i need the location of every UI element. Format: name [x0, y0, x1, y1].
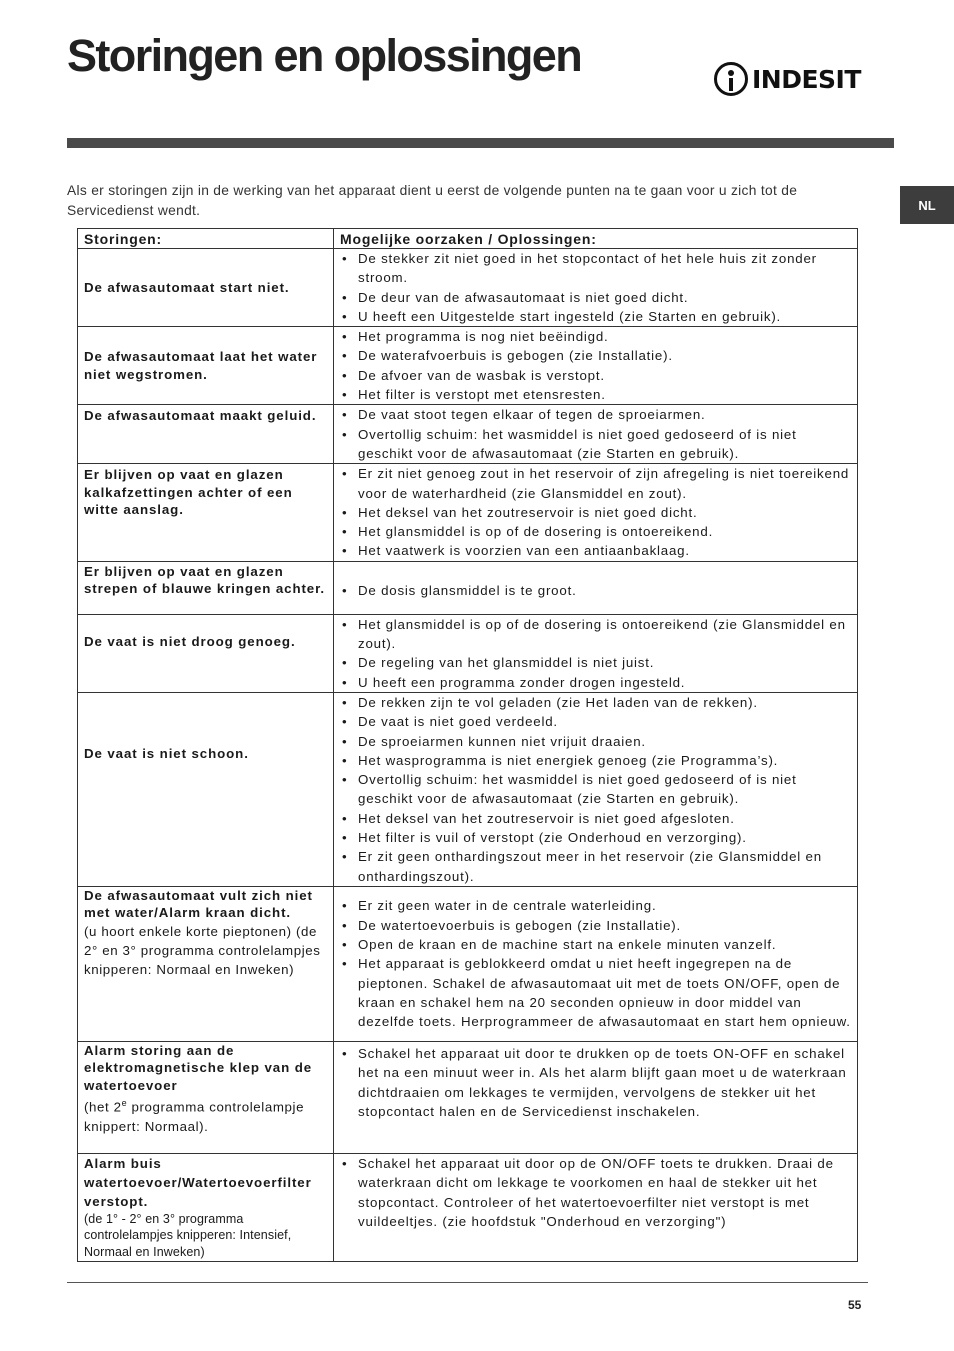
- table-row: [78, 614, 858, 692]
- solution-cell: [334, 1153, 858, 1261]
- solution-item: • U heeft een Uitgestelde start ingesteld (zie Starten en gebruik).: [340, 307, 851, 326]
- problem-cell: De afwasautomaat start niet.: [78, 249, 334, 327]
- problem-note: (het 2e programma controlelampje knippert: Normaal).: [84, 1098, 305, 1134]
- header-problems: Storingen:: [78, 229, 334, 249]
- footer-divider: [67, 1282, 868, 1283]
- table-header-row: [78, 229, 858, 249]
- problem-cell: Er blijven op vaat en glazen kalkafzettingen achter of een witte aanslag.: [78, 464, 334, 561]
- solution-item: • Open de kraan en de machine start na enkele minuten vanzelf.: [340, 935, 851, 954]
- solution-item: • U heeft een programma zonder drogen ingesteld.: [340, 673, 851, 692]
- solution-item: • Schakel het apparaat uit door te drukken op de toets ON-OFF en schakel het na een minuut weer in. Als het alarm blijft gaan moet u de waterkraan dichtdraaien om lekkages te vermijden, vervolgens de stekker uit het stopcontact halen en de Servicedienst inschakelen.: [340, 1044, 851, 1121]
- solution-cell: [334, 886, 858, 1041]
- page-number: 55: [848, 1298, 862, 1312]
- solution-item: • De waterafvoerbuis is gebogen (zie Installatie).: [340, 346, 851, 365]
- solution-item: • Het programma is nog niet beëindigd.: [340, 327, 851, 346]
- problem-cell: De vaat is niet schoon.: [78, 692, 334, 886]
- problem-cell: De afwasautomaat vult zich niet met water/Alarm kraan dicht. (u hoort enkele korte pieptonen) (de 2° en 3° programma controlelampjes knipperen: Normaal en Inweken): [78, 886, 334, 1041]
- table-row: [78, 561, 858, 614]
- problem-cell: De vaat is niet droog genoeg.: [78, 614, 334, 692]
- solution-item: • Er zit niet genoeg zout in het reservoir of zijn afregeling is niet toereikend voor de waterhardheid (zie Glansmiddel en zout).: [340, 464, 851, 503]
- header-solutions: Mogelijke oorzaken / Oplossingen:: [334, 229, 858, 249]
- table-row: [78, 249, 858, 327]
- solution-item: • De rekken zijn te vol geladen (zie Het laden van de rekken).: [340, 693, 851, 712]
- problem-cell: De afwasautomaat laat het water niet wegstromen.: [78, 327, 334, 405]
- solution-cell: [334, 561, 858, 614]
- table-row: [78, 886, 858, 1041]
- brand-logo: [714, 60, 861, 98]
- solution-item: • Het apparaat is geblokkeerd omdat u niet heeft ingegrepen na de pieptonen. Schakel de afwasautomaat uit met de toets ON/OFF, open de kraan en schakel hem na 20 seconden opnieuw in door middel van dezelfde toets. Herprogrammeer de afwasautomaat en start hem opnieuw.: [340, 954, 851, 1031]
- problem-cell: De afwasautomaat maakt geluid.: [78, 405, 334, 464]
- solution-item: • Schakel het apparaat uit door op de ON/OFF toets te drukken. Draai de waterkraan dicht om lekkage te voorkomen en haal de stekker uit het stopcontact. Controleer of het watertoevoerfilter niet verstopt is met vuildeeltjes. (zie hoofdstuk "Onderhoud en verzorging"): [340, 1154, 851, 1231]
- solution-item: • Het filter is vuil of verstopt (zie Onderhoud en verzorging).: [340, 828, 851, 847]
- solution-item: • De sproeiarmen kunnen niet vrijuit draaien.: [340, 732, 851, 751]
- brand-name: INDESIT: [752, 64, 861, 94]
- solution-item: • De stekker zit niet goed in het stopcontact of het hele huis zit zonder stroom.: [340, 249, 851, 288]
- solution-item: • De regeling van het glansmiddel is niet juist.: [340, 653, 851, 672]
- problem-cell: Er blijven op vaat en glazen strepen of blauwe kringen achter.: [78, 561, 334, 614]
- header-divider: [67, 138, 894, 148]
- solution-cell: [334, 464, 858, 561]
- solution-item: • Het deksel van het zoutreservoir is niet goed afgesloten.: [340, 809, 851, 828]
- page-title: Storingen en oplossingen: [67, 30, 582, 81]
- indesit-logo-icon: [714, 62, 748, 96]
- solution-item: • Het vaatwerk is voorzien van een antiaanbaklaag.: [340, 541, 851, 560]
- solution-cell: [334, 249, 858, 327]
- table-row: [78, 327, 858, 405]
- solution-cell: [334, 327, 858, 405]
- table-row: [78, 464, 858, 561]
- problem-note: (de 1° - 2° en 3° programma controlelampjes knipperen: Intensief, Normaal en Inweken): [84, 1211, 292, 1259]
- solution-item: • Overtollig schuim: het wasmiddel is niet goed gedoseerd of is niet geschikt voor de afwasautomaat (zie Starten en gebruik).: [340, 770, 851, 809]
- solution-item: • De vaat stoot tegen elkaar of tegen de sproeiarmen.: [340, 405, 851, 424]
- table-row: [78, 405, 858, 464]
- solution-item: • De vaat is niet goed verdeeld.: [340, 712, 851, 731]
- solution-cell: [334, 614, 858, 692]
- solution-item: • Het glansmiddel is op of de dosering is ontoereikend (zie Glansmiddel en zout).: [340, 615, 851, 654]
- solution-item: • De deur van de afwasautomaat is niet goed dicht.: [340, 288, 851, 307]
- solution-item: • Het filter is verstopt met etensresten.: [340, 385, 851, 404]
- solution-item: • Er zit geen water in de centrale waterleiding.: [340, 896, 851, 915]
- solution-item: • Het deksel van het zoutreservoir is niet goed dicht.: [340, 503, 851, 522]
- problem-cell: Alarm buis watertoevoer/Watertoevoerfilter verstopt. (de 1° - 2° en 3° programma controlelampjes knipperen: Intensief, Normaal en Inweken): [78, 1153, 334, 1261]
- intro-paragraph: Als er storingen zijn in de werking van het apparaat dient u eerst de volgende punten na te gaan voor u zich tot de Servicedienst wendt.: [67, 183, 798, 218]
- solution-item: • Het wasprogramma is niet energiek genoeg (zie Programma’s).: [340, 751, 851, 770]
- solution-item: • De watertoevoerbuis is gebogen (zie Installatie).: [340, 916, 851, 935]
- language-tab: NL: [900, 186, 954, 224]
- solution-item: • De dosis glansmiddel is te groot.: [340, 581, 851, 600]
- solution-item: • De afvoer van de wasbak is verstopt.: [340, 366, 851, 385]
- solution-cell: [334, 405, 858, 464]
- solution-item: • Het glansmiddel is op of de dosering is ontoereikend.: [340, 522, 851, 541]
- problem-note: (u hoort enkele korte pieptonen) (de 2° en 3° programma controlelampjes knipperen: Normaal en Inweken): [84, 923, 321, 977]
- table-row: [78, 692, 858, 886]
- solution-item: • Er zit geen onthardingszout meer in het reservoir (zie Glansmiddel en onthardingszout).: [340, 847, 851, 886]
- table-row: [78, 1041, 858, 1153]
- solution-cell: [334, 1041, 858, 1153]
- table-row: [78, 1153, 858, 1261]
- solution-item: • Overtollig schuim: het wasmiddel is niet goed gedoseerd of is niet geschikt voor de afwasautomaat (zie Starten en gebruik).: [340, 425, 851, 464]
- troubleshooting-table: [77, 228, 858, 1262]
- solution-cell: [334, 692, 858, 886]
- problem-cell: Alarm storing aan de elektromagnetische klep van de watertoevoer (het 2e programma controlelampje knippert: Normaal).: [78, 1041, 334, 1153]
